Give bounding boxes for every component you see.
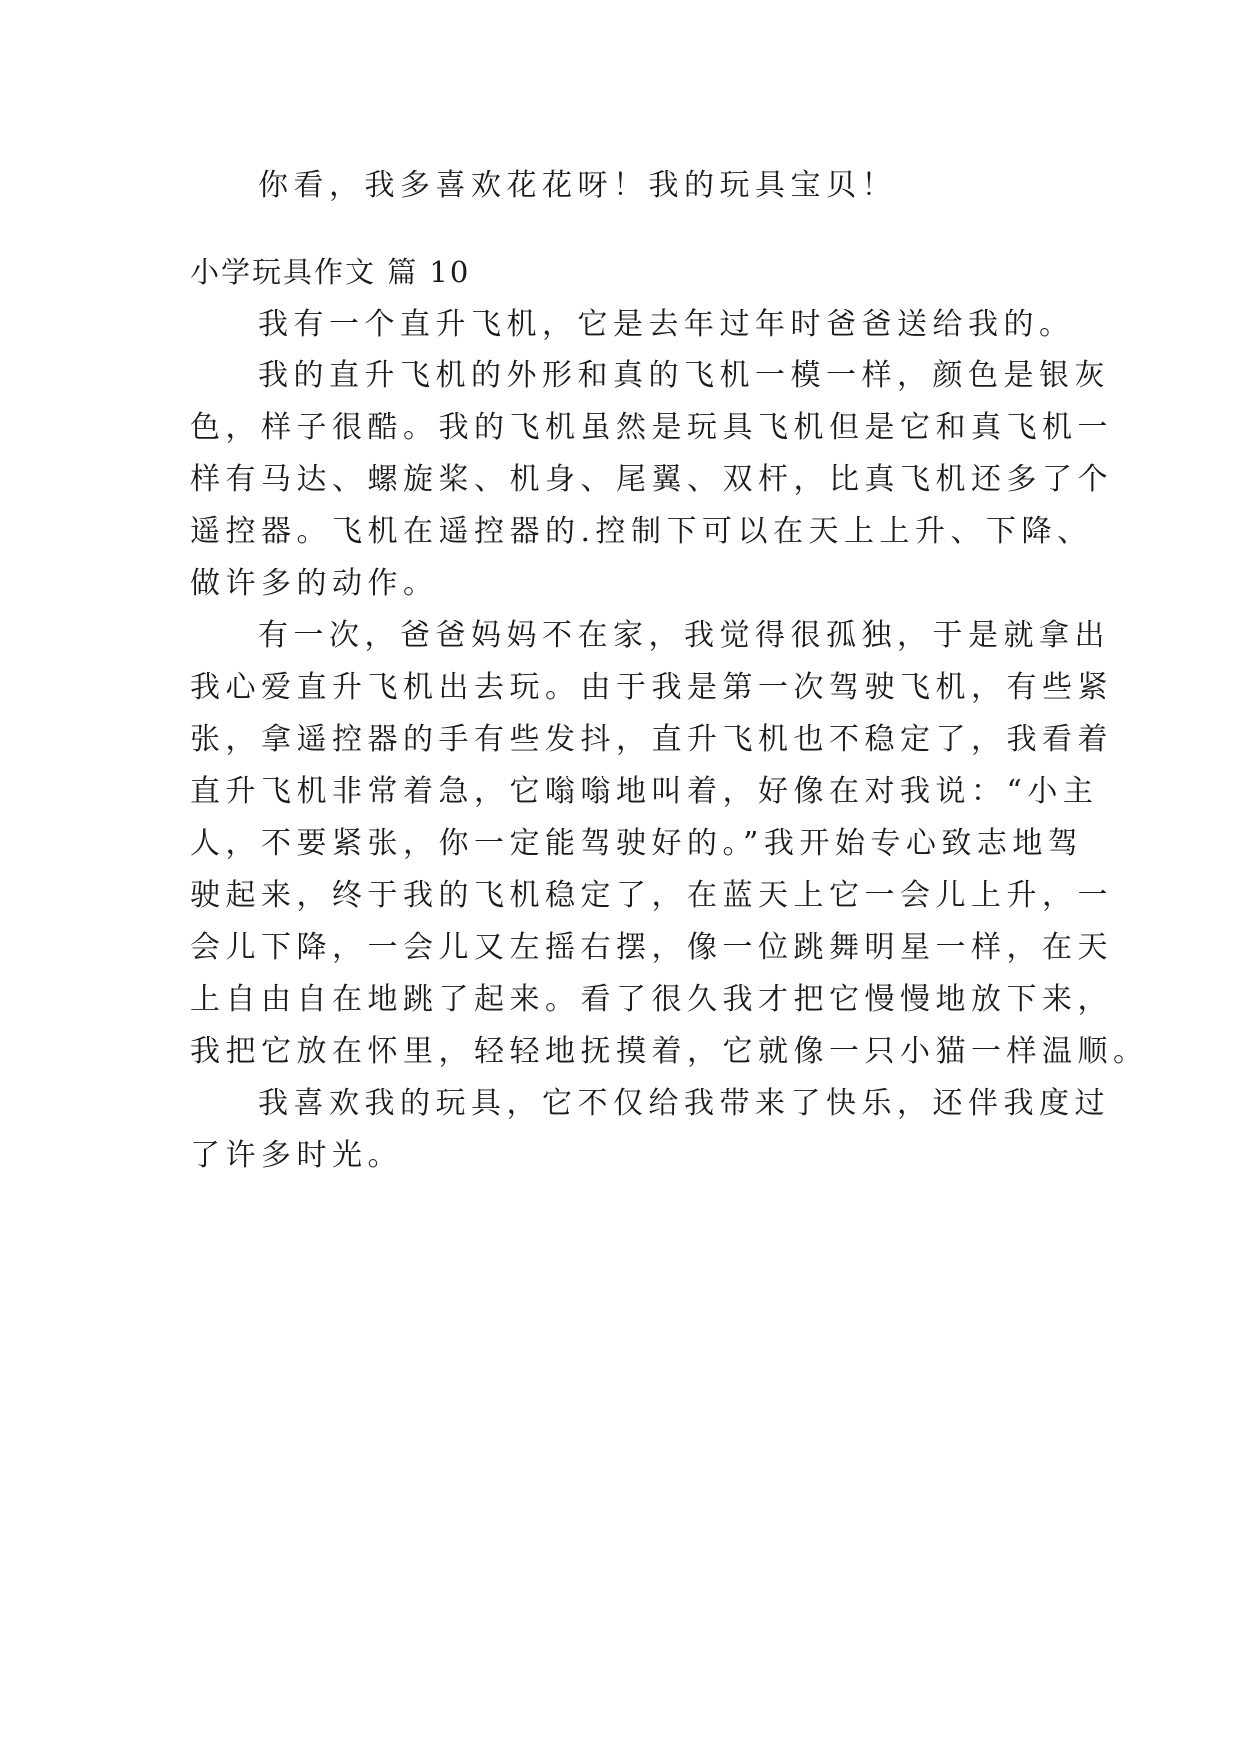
paragraph-line: 遥控器。飞机在遥控器的.控制下可以在天上上升、下降、 [190, 514, 1093, 549]
paragraph-line: 张，拿遥控器的手有些发抖，直升飞机也不稳定了，我看着 [190, 722, 1113, 757]
paragraph-line: 上自由自在地跳了起来。看了很久我才把它慢慢地放下来， [190, 982, 1113, 1017]
paragraph-line: 会儿下降，一会儿又左摇右摆，像一位跳舞明星一样，在天 [190, 930, 1113, 965]
paragraph-line: 样有马达、螺旋桨、机身、尾翼、双杆，比真飞机还多了个 [190, 462, 1113, 497]
paragraph-line: 了许多时光。 [190, 1138, 403, 1173]
paragraph-line: 我心爱直升飞机出去玩。由于我是第一次驾驶飞机，有些紧 [190, 670, 1113, 705]
paragraph-line: 直升飞机非常着急，它嗡嗡地叫着，好像在对我说：“小主 [190, 774, 1099, 809]
intro-line: 你看，我多喜欢花花呀！我的玩具宝贝！ [258, 168, 897, 203]
paragraph-line: 做许多的动作。 [190, 566, 439, 601]
paragraph-line: 我的直升飞机的外形和真的飞机一模一样，颜色是银灰 [258, 358, 1110, 393]
paragraph-line: 有一次，爸爸妈妈不在家，我觉得很孤独，于是就拿出 [258, 618, 1110, 653]
section-heading: 小学玩具作文 篇 10 [190, 255, 471, 289]
paragraph-line: 我把它放在怀里，轻轻地抚摸着，它就像一只小猫一样温顺。 [190, 1034, 1149, 1069]
paragraph-line: 我喜欢我的玩具，它不仅给我带来了快乐，还伴我度过 [258, 1086, 1110, 1121]
paragraph-line: 人，不要紧张，你一定能驾驶好的。”我开始专心致志地驾 [190, 826, 1084, 861]
paragraph-line: 我有一个直升飞机，它是去年过年时爸爸送给我的。 [258, 307, 1075, 342]
paragraph-line: 驶起来，终于我的飞机稳定了，在蓝天上它一会儿上升，一 [190, 878, 1113, 913]
paragraph-line: 色，样子很酷。我的飞机虽然是玩具飞机但是它和真飞机一 [190, 410, 1113, 445]
